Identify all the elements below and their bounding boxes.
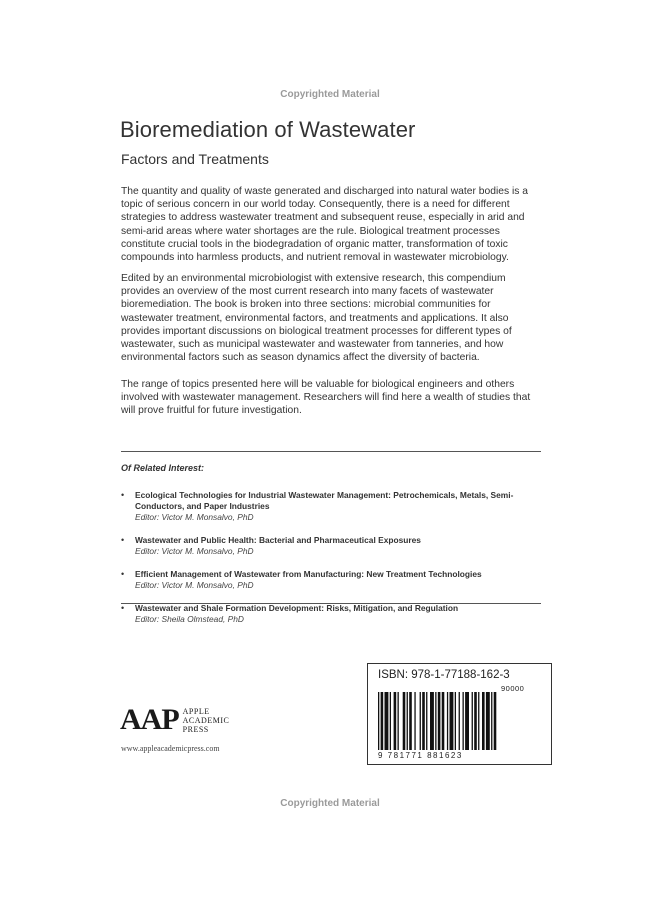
isbn-barcode-box [367, 663, 552, 765]
divider [121, 451, 541, 452]
list-item [121, 569, 551, 591]
list-item [121, 535, 551, 557]
related-book-title: Wastewater and Shale Formation Development: Risks, Mitigation, and Regulation [135, 603, 459, 613]
book-title: Bioremediation of Wastewater [120, 117, 416, 142]
barcode-icon [378, 692, 544, 750]
description-paragraph: The range of topics presented here will be valuable for biological engineers and others involved with wastewater management. Researchers will find here a wealth of studies that will prove fruitful for future investigation. [121, 379, 531, 417]
description-paragraph: The quantity and quality of waste generated and discharged into natural water bodies is a topic of serious concern in our world today. Consequently, there is a need for different strategies to address wastewater treatment and subsequent reuse, especially in arid and semi-arid areas where water shortages are the rule. Biological treatment processes constitute crucial tools in the biodegradation of organic matter, transformation of toxic compounds into harmless products, and nutrient removal in wastewater microbiology. [121, 186, 528, 264]
related-interest-heading: Of Related Interest: [121, 463, 205, 473]
related-book-editor: Editor: Victor M. Monsalvo, PhD [135, 512, 254, 522]
book-subtitle: Factors and Treatments [121, 151, 269, 167]
publisher-website: www.appleacademicpress.com [121, 744, 220, 753]
bullet-icon: • [121, 535, 125, 545]
related-book-editor: Editor: Victor M. Monsalvo, PhD [135, 580, 254, 590]
barcode-digits: 9 781771 881623 [378, 751, 463, 760]
copyright-watermark-top: Copyrighted Material [280, 89, 380, 100]
related-book-editor: Editor: Victor M. Monsalvo, PhD [135, 546, 254, 556]
related-books-list [121, 490, 551, 637]
related-book-title: Wastewater and Public Health: Bacterial and Pharmaceutical Exposures [135, 535, 421, 545]
publisher-logo [120, 702, 229, 738]
related-book-title: Ecological Technologies for Industrial Wastewater Management: Petrochemicals, Metals, Semi-Conductors, and Paper Industries [135, 490, 514, 511]
related-book-title: Efficient Management of Wastewater from Manufacturing: New Treatment Technologies [135, 569, 482, 579]
publisher-name-line: ACADEMIC [182, 715, 230, 725]
bullet-icon: • [121, 569, 125, 579]
publisher-name-line: APPLE [182, 706, 210, 716]
publisher-logo-mark: AAP [120, 703, 179, 736]
copyright-watermark-bottom: Copyrighted Material [280, 798, 380, 809]
related-book-editor: Editor: Sheila Olmstead, PhD [135, 614, 244, 624]
bullet-icon: • [121, 603, 125, 613]
publisher-name-line: PRESS [182, 724, 209, 734]
price-code: 90000 [501, 684, 525, 693]
divider [121, 603, 541, 604]
description-paragraph: Edited by an environmental microbiologist with extensive research, this compendium provides an overview of the most current research into many facets of wastewater bioremediation. The book is broken into three sections: microbial communities for wastewater treatment, environmental factors, and treatments and applications. It also provides important discussions on biological treatment processes for different types of wastewater, such as municipal wastewater and wastewater from tanneries, and how environmental factors such as season dynamics affect the diversity of bacteria. [121, 273, 512, 364]
list-item [121, 603, 551, 625]
list-item [121, 490, 551, 523]
publisher-name [183, 707, 230, 734]
bullet-icon: • [121, 490, 125, 500]
isbn-label: ISBN: 978-1-77188-162-3 [378, 669, 510, 681]
